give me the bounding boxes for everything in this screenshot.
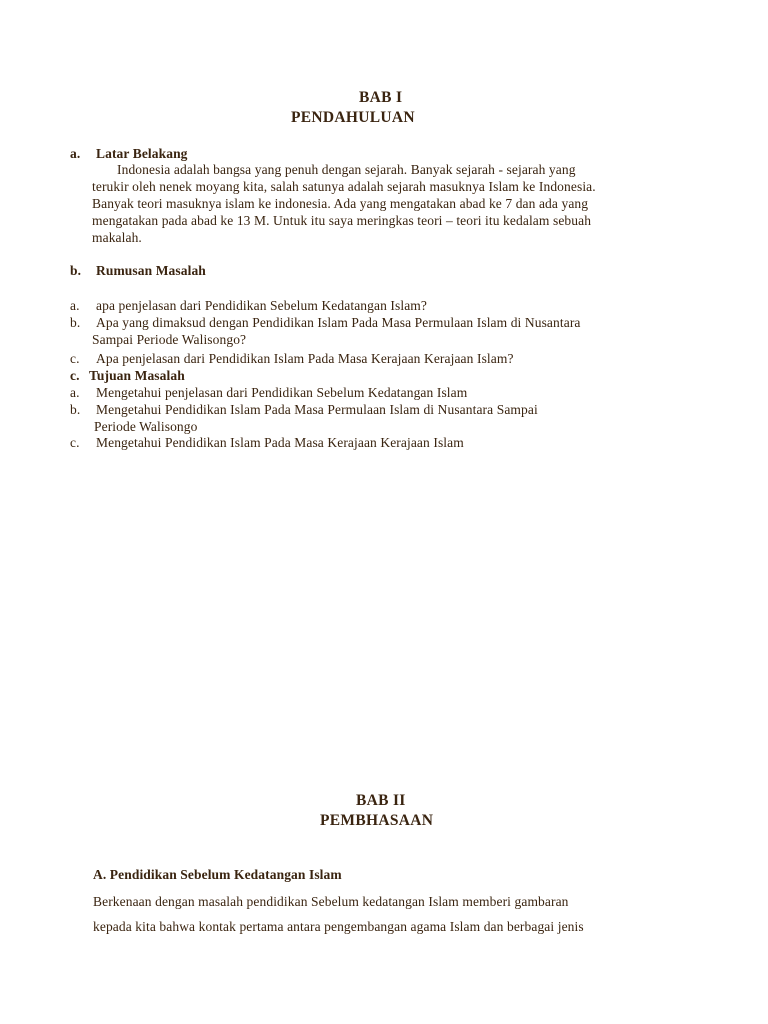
latar-line: terukir oleh nenek moyang kita, salah satunya adalah sejarah masuknya Islam ke Indonesia. xyxy=(92,179,596,194)
latar-heading: Latar Belakang xyxy=(96,146,188,161)
bab2-subtitle: PEMBHASAAN xyxy=(320,812,434,829)
latar-line: mengatakan pada abad ke 13 M. Untuk itu saya meringkas teori – teori itu kedalam sebuah xyxy=(92,213,592,228)
tujuan-item-text: Mengetahui Pendidikan Islam Pada Masa Permulaan Islam di Nusantara Sampai xyxy=(96,402,538,417)
bab1-subtitle: PENDAHULUAN xyxy=(291,109,415,126)
tujuan-item-marker: a. xyxy=(70,385,80,400)
tujuan-item-text-cont: Periode Walisongo xyxy=(94,419,198,434)
rumusan-marker: b. xyxy=(70,263,82,278)
tujuan-marker: c. xyxy=(70,368,80,383)
tujuan-item-text: Mengetahui Pendidikan Islam Pada Masa Kerajaan Kerajaan Islam xyxy=(96,435,464,450)
rumusan-item-text: apa penjelasan dari Pendidikan Sebelum Kedatangan Islam? xyxy=(96,298,427,313)
tujuan-item-marker: c. xyxy=(70,435,80,450)
bab1-title: BAB I xyxy=(359,89,403,106)
tujuan-item-text: Mengetahui penjelasan dari Pendidikan Sebelum Kedatangan Islam xyxy=(96,385,468,400)
latar-line: Banyak teori masuknya islam ke indonesia. Ada yang mengatakan abad ke 7 dan ada yang xyxy=(92,196,589,211)
rumusan-item-marker: b. xyxy=(70,315,81,330)
rumusan-item-text-cont: Sampai Periode Walisongo? xyxy=(92,332,247,347)
rumusan-item-marker: c. xyxy=(70,351,80,366)
latar-line: makalah. xyxy=(92,230,142,245)
section-a-heading: A. Pendidikan Sebelum Kedatangan Islam xyxy=(93,867,342,882)
tujuan-item-marker: b. xyxy=(70,402,81,417)
section-a-line: Berkenaan dengan masalah pendidikan Sebelum kedatangan Islam memberi gambaran xyxy=(93,894,569,909)
rumusan-item-marker: a. xyxy=(70,298,80,313)
latar-marker: a. xyxy=(70,146,81,161)
section-a-line: kepada kita bahwa kontak pertama antara pengembangan agama Islam dan berbagai jenis xyxy=(93,919,584,934)
rumusan-item-text: Apa yang dimaksud dengan Pendidikan Islam Pada Masa Permulaan Islam di Nusantara xyxy=(96,315,581,330)
latar-line: Indonesia adalah bangsa yang penuh dengan sejarah. Banyak sejarah - sejarah yang xyxy=(117,162,576,177)
rumusan-heading: Rumusan Masalah xyxy=(96,263,206,278)
rumusan-item-text: Apa penjelasan dari Pendidikan Islam Pada Masa Kerajaan Kerajaan Islam? xyxy=(96,351,514,366)
tujuan-heading: Tujuan Masalah xyxy=(89,368,185,383)
bab2-title: BAB II xyxy=(356,792,406,809)
